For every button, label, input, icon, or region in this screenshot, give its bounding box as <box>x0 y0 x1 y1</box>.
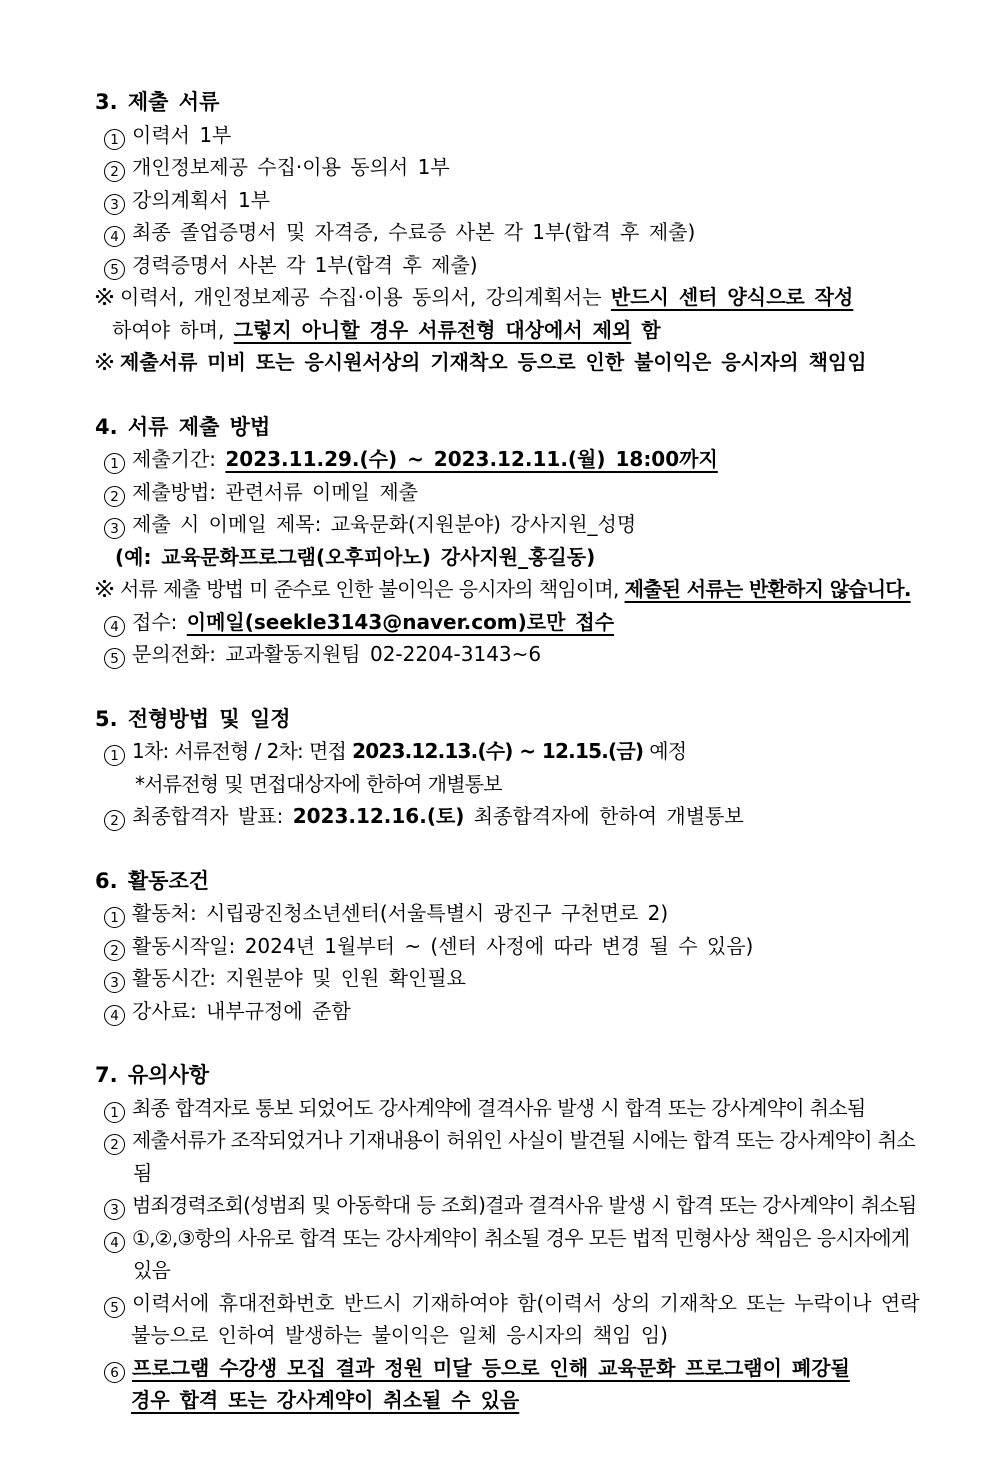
circled-number-icon: 1 <box>104 453 125 474</box>
list-item <box>104 638 932 671</box>
list-item <box>104 1124 932 1189</box>
circled-number-icon: 1 <box>104 907 125 928</box>
list-item <box>104 930 932 963</box>
list-item <box>104 1352 932 1385</box>
text-run: 제출방법: 관련서류 이메일 제출 <box>132 479 418 504</box>
text-run: 강의계획서 1부 <box>132 187 271 212</box>
text-run: 2023.11.29.(수) ~ 2023.12.11.(월) 18:00까지 <box>225 447 718 471</box>
text-run: 최종 졸업증명서 및 자격증, 수료증 사본 각 1부(합격 후 제출) <box>132 220 696 244</box>
text-run: 경우 합격 또는 강사계약이 취소될 수 있음 <box>131 1388 520 1412</box>
text-run: 불능으로 인하여 발생하는 불이익은 일체 응시자의 책임 임) <box>131 1323 668 1347</box>
text-run: 최종합격자에 한하여 개별통보 <box>464 804 744 828</box>
text-run: ①,②,③항의 사유로 합격 또는 강사계약이 취소될 경우 모든 법적 민형사상 책임은 응시자에게 있음 <box>132 1225 910 1282</box>
text-run: 이력서 1부 <box>132 122 232 147</box>
note-line <box>95 281 932 314</box>
text-run: *서류전형 및 면접대상자에 한하여 개별통보 <box>135 771 502 796</box>
section <box>0 865 932 1028</box>
text-run: 제출기간: <box>132 447 226 471</box>
list-item <box>104 216 932 249</box>
section <box>0 703 932 833</box>
text-run: 하여야 하며, <box>112 317 234 342</box>
list-item <box>104 508 932 541</box>
list-item <box>104 962 932 995</box>
text-run: 1차: 서류전형 / 2차: 면접 <box>132 739 353 763</box>
text-line <box>131 1319 932 1352</box>
text-run: 개인정보제공 수집·이용 동의서 1부 <box>132 155 450 179</box>
circled-number-icon: 5 <box>104 648 125 669</box>
text-run: 문의전화: 교과활동지원팀 02-2204-3143~6 <box>132 642 542 666</box>
reference-mark-icon <box>95 352 114 371</box>
text-run: 접수: <box>132 609 187 634</box>
list-item <box>104 476 932 509</box>
section-heading: 3. 제출 서류 <box>95 90 220 114</box>
circled-number-icon: 6 <box>104 1362 125 1383</box>
list-item <box>104 249 932 282</box>
reference-mark-icon <box>95 287 114 306</box>
text-line <box>135 768 932 801</box>
list-item <box>104 1092 932 1125</box>
text-run: 경력증명서 사본 각 1부(합격 후 제출) <box>132 252 478 277</box>
list-item <box>104 119 932 152</box>
text-line <box>131 1384 932 1417</box>
list-item <box>104 184 932 217</box>
reference-mark-icon <box>95 579 114 598</box>
list-item <box>104 800 932 833</box>
circled-number-icon: 2 <box>104 486 125 507</box>
list-item <box>104 735 932 768</box>
text-run: 이력서, 개인정보제공 수집·이용 동의서, 강의계획서는 <box>120 285 611 309</box>
circled-number-icon: 3 <box>104 972 125 993</box>
note-line <box>95 573 932 606</box>
list-item <box>104 606 932 639</box>
text-run: 최종합격자 발표: <box>132 804 293 828</box>
circled-number-icon: 4 <box>104 1005 125 1026</box>
section-heading: 4. 서류 제출 방법 <box>95 414 271 439</box>
text-run: 활동시간: 지원분야 및 인원 확인필요 <box>132 966 466 990</box>
text-run: 강사료: 내부규정에 준함 <box>132 998 351 1023</box>
text-line <box>115 541 932 574</box>
list-item <box>104 995 932 1028</box>
circled-number-icon: 4 <box>104 1232 125 1253</box>
list-item <box>104 151 932 184</box>
text-run: 이메일(seekle3143@naver.com)로만 접수 <box>186 609 615 634</box>
text-run: 범죄경력조회(성범죄 및 아동학대 등 조회)결과 결격사유 발생 시 합격 또는 강사계약이 취소됨 <box>132 1193 917 1217</box>
note-line <box>95 346 932 379</box>
circled-number-icon: 3 <box>104 518 125 539</box>
circled-number-icon: 5 <box>104 1297 125 1318</box>
section-heading: 7. 유의사항 <box>95 1063 210 1087</box>
section <box>0 1059 932 1417</box>
text-run: 서류 제출 방법 미 준수로 인한 불이익은 응시자의 책임이며, <box>120 577 625 601</box>
circled-number-icon: 4 <box>104 616 125 637</box>
text-run: 활동처: 시립광진청소년센터(서울특별시 광진구 구천면로 2) <box>132 901 669 925</box>
text-run: 프로그램 수강생 모집 결과 정원 미달 등으로 인해 교육문화 프로그램이 폐강될 <box>132 1355 850 1380</box>
list-item <box>104 1287 932 1320</box>
section <box>0 411 932 671</box>
section-heading: 6. 활동조건 <box>95 868 210 893</box>
section-heading: 5. 전형방법 및 일정 <box>95 706 291 731</box>
list-item <box>104 443 932 476</box>
list-item <box>104 1222 932 1287</box>
text-run: 예정 <box>643 739 687 763</box>
text-run: 이력서에 휴대전화번호 반드시 기재하여야 함(이력서 상의 기재착오 또는 누락이나 연락 <box>132 1290 920 1315</box>
list-item <box>104 897 932 930</box>
text-run: 제출서류가 조작되었거나 기재내용이 허위인 사실이 발견될 시에는 합격 또는 강사계약이 취소됨 <box>132 1128 915 1185</box>
text-run: 함 <box>631 317 661 342</box>
text-run: 2023.12.13.(수) ~ 12.15.(금) <box>352 739 644 763</box>
circled-number-icon: 4 <box>104 226 125 247</box>
circled-number-icon: 3 <box>104 1199 125 1220</box>
circled-number-icon: 3 <box>104 194 125 215</box>
list-item <box>104 1189 932 1222</box>
text-run: 활동시작일: 2024년 1월부터 ~ (센터 사정에 따라 변경 될 수 있음) <box>132 933 754 958</box>
circled-number-icon: 1 <box>104 1102 125 1123</box>
text-line <box>112 314 932 347</box>
circled-number-icon: 5 <box>104 259 125 280</box>
text-run: 2023.12.16.(토) <box>292 804 465 828</box>
circled-number-icon: 2 <box>104 161 125 182</box>
text-run: 제출된 서류는 반환하지 않습니다. <box>624 577 911 601</box>
section <box>0 86 932 379</box>
text-run: 제출서류 미비 또는 응시원서상의 기재착오 등으로 인한 불이익은 응시자의 책임임 <box>120 350 867 374</box>
circled-number-icon: 2 <box>104 810 125 831</box>
circled-number-icon: 1 <box>104 745 125 766</box>
text-run: 제출 시 이메일 제목: 교육문화(지원분야) 강사지원_성명 <box>132 512 637 536</box>
text-run: 반드시 센터 양식으로 작성 <box>610 285 854 309</box>
circled-number-icon: 1 <box>104 129 125 150</box>
circled-number-icon: 2 <box>104 940 125 961</box>
text-run: (예: 교육문화프로그램(오후피아노) 강사지원_홍길동) <box>115 544 596 569</box>
text-run: 그렇지 아니할 경우 서류전형 대상에서 제외 <box>233 317 632 342</box>
text-run: 최종 합격자로 통보 되었어도 강사계약에 결격사유 발생 시 합격 또는 강사계약이 취소됨 <box>132 1095 866 1120</box>
circled-number-icon: 2 <box>104 1134 125 1155</box>
